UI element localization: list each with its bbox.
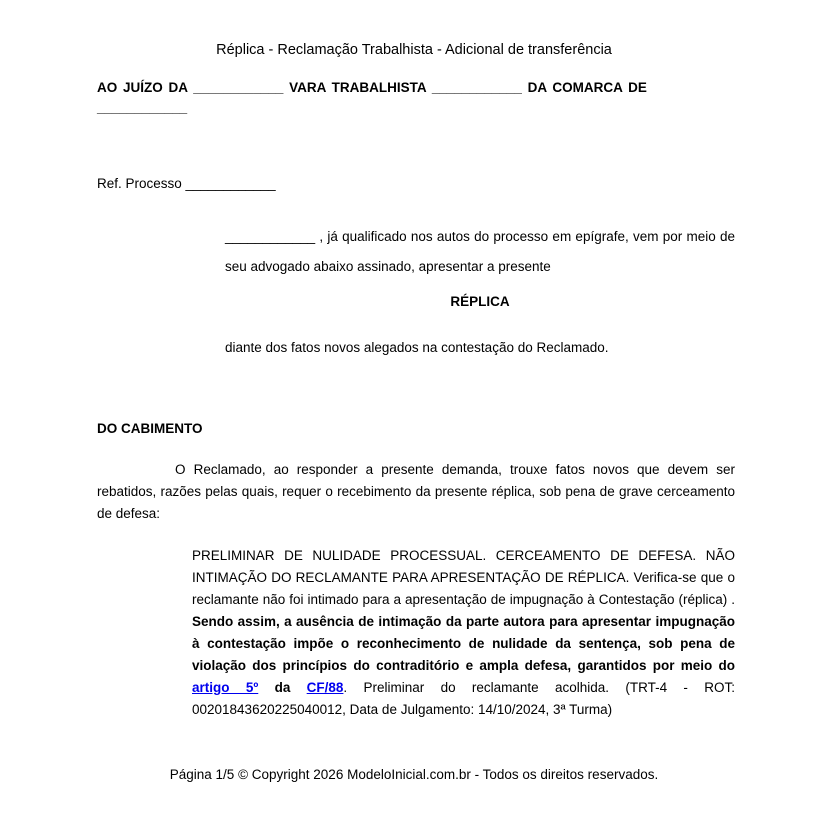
link-cf88[interactable]: CF/88 [306,680,344,695]
replica-heading: RÉPLICA [450,294,510,309]
section-heading-cabimento: DO CABIMENTO [97,421,203,436]
cabimento-paragraph: O Reclamado, ao responder a presente demanda, trouxe fatos novos que devem ser rebatidos, razões pelas quais, requer o recebimento da presente réplica, sob pena de grave cerceamento de defesa: [97,462,735,521]
quote-text-leading: PRELIMINAR DE NULIDADE PROCESSUAL. CERCEAMENTO DE DEFESA. NÃO INTIMAÇÃO DO RECLAMANTE PARA APRESENTAÇÃO DE RÉPLICA. Verifica-se que o reclamante não foi intimado para a apresentação de impugnação à Contestação (réplica) . [192,548,735,607]
document-title: Réplica - Reclamação Trabalhista - Adicional de transferência [216,42,612,58]
process-reference: Ref. Processo ____________ [97,176,276,191]
quote-bold-segment-1: Sendo assim, a ausência de intimação da parte autora para apresentar impugnação à contestação impõe o reconhecimento de nulidade da sentença, sob pena de violação dos princípios do contraditório e ampla defesa, garantidos por meio do [192,614,735,673]
quote-text-trailing: . Preliminar do reclamante acolhida. (TRT-4 - ROT: 00201843620225040012, Data de Julgamento: 14/10/2024, 3ª Turma) [192,680,735,717]
intro-paragraph: ____________ , já qualificado nos autos do processo em epígrafe, vem por meio de seu advogado abaixo assinado, apresentar a presente [225,229,735,274]
jurisprudence-quote [192,545,735,721]
court-addressee-line: AO JUÍZO DA ____________ VARA TRABALHISTA ____________ DA COMARCA DE ____________ [97,80,647,115]
quote-bold-segment-2: da [258,680,307,695]
replica-subtitle: diante dos fatos novos alegados na contestação do Reclamado. [225,340,609,355]
page-footer: Página 1/5 © Copyright 2026 ModeloInicial.com.br - Todos os direitos reservados. [169,767,659,782]
link-artigo-5[interactable]: artigo 5º [192,680,259,695]
